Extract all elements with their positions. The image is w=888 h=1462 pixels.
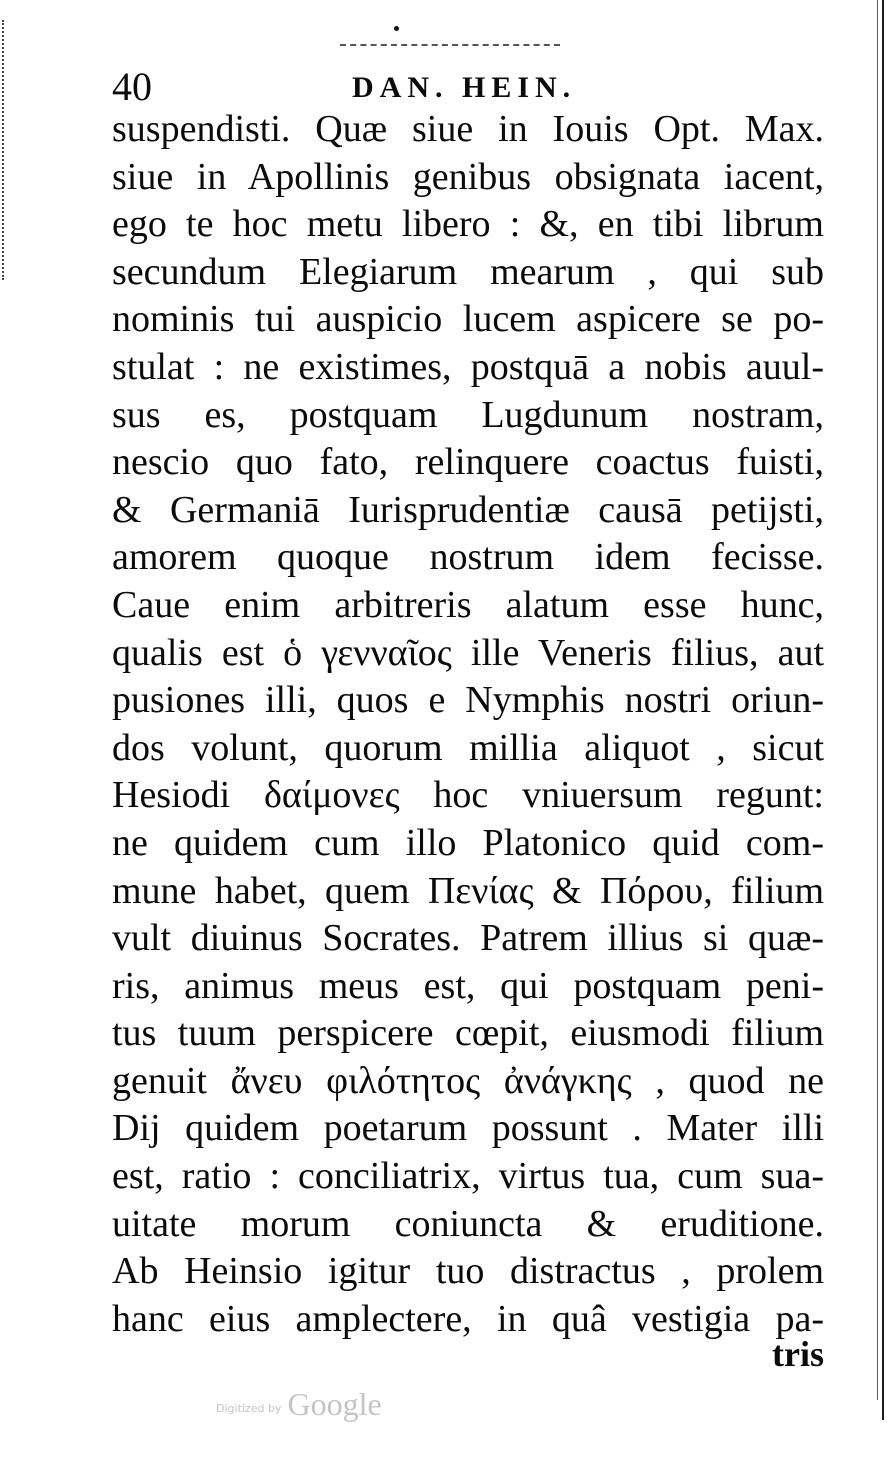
text-line: ego te hoc metu libero : &, en tibi librum xyxy=(112,203,824,246)
top-bleed-marks xyxy=(340,44,560,46)
watermark-prefix: Digitized by xyxy=(216,1402,282,1415)
text-line: stulat : ne existimes, postquā a nobis auul- xyxy=(112,345,824,388)
text-line: hanc eius amplectere, in quâ vestigia pa- xyxy=(112,1297,824,1340)
page-edge-shadow xyxy=(882,0,884,1420)
page-header xyxy=(112,62,832,112)
text-line: mune habet, quem Πενίας & Πόρου, filium xyxy=(112,869,824,912)
running-head: DAN. HEIN. xyxy=(352,71,577,104)
text-line: sus es, postquam Lugdunum nostram, xyxy=(112,393,824,436)
catchword: tris xyxy=(772,1334,824,1374)
text-line: qualis est ὁ γενναῖος ille Veneris filius, aut xyxy=(112,631,824,674)
text-line: siue in Apollinis genibus obsignata iacent, xyxy=(112,155,824,198)
text-line: secundum Elegiarum mearum , qui sub xyxy=(112,250,824,293)
print-speck xyxy=(394,26,399,31)
text-line: nescio quo fato, relinquere coactus fuisti, xyxy=(112,441,824,484)
text-line: pusiones illi, quos e Nymphis nostri oriun- xyxy=(112,679,824,722)
body-text xyxy=(112,106,824,1343)
text-line: ris, animus meus est, qui postquam peni- xyxy=(112,964,824,1007)
page-number: 40 xyxy=(112,64,152,109)
text-line: amorem quoque nostrum idem fecisse. xyxy=(112,536,824,579)
text-line: ne quidem cum illo Platonico quid com- xyxy=(112,821,824,864)
text-line: Dij quidem poetarum possunt . Mater illi xyxy=(112,1107,824,1150)
text-line: Caue enim arbitreris alatum esse hunc, xyxy=(112,583,824,626)
text-line: Ab Heinsio igitur tuo distractus , prolem xyxy=(112,1250,824,1293)
text-line: est, ratio : conciliatrix, virtus tua, cum sua- xyxy=(112,1155,824,1198)
text-line: vult diuinus Socrates. Patrem illius si quæ- xyxy=(112,917,824,960)
text-line: dos volunt, quorum millia aliquot , sicut xyxy=(112,726,824,769)
page-edge-line xyxy=(877,0,878,1400)
catchword-row xyxy=(112,1330,824,1378)
watermark-brand: Google xyxy=(287,1386,382,1422)
text-line: genuit ἄνευ φιλότητος ἀνάγκης , quod ne xyxy=(112,1059,824,1102)
digitization-watermark xyxy=(216,1382,382,1422)
gutter-marks xyxy=(2,20,18,280)
text-line: & Germaniā Iurisprudentiæ causā petijsti, xyxy=(112,488,824,531)
text-line: uitate morum coniuncta & eruditione. xyxy=(112,1202,824,1245)
text-line: tus tuum perspicere cœpit, eiusmodi filium xyxy=(112,1012,824,1055)
text-line: Hesiodi δαίμονες hoc vniuersum regunt: xyxy=(112,774,824,817)
text-line: nominis tui auspicio lucem aspicere se po- xyxy=(112,298,824,341)
text-line: suspendisti. Quæ siue in Iouis Opt. Max. xyxy=(112,108,824,150)
